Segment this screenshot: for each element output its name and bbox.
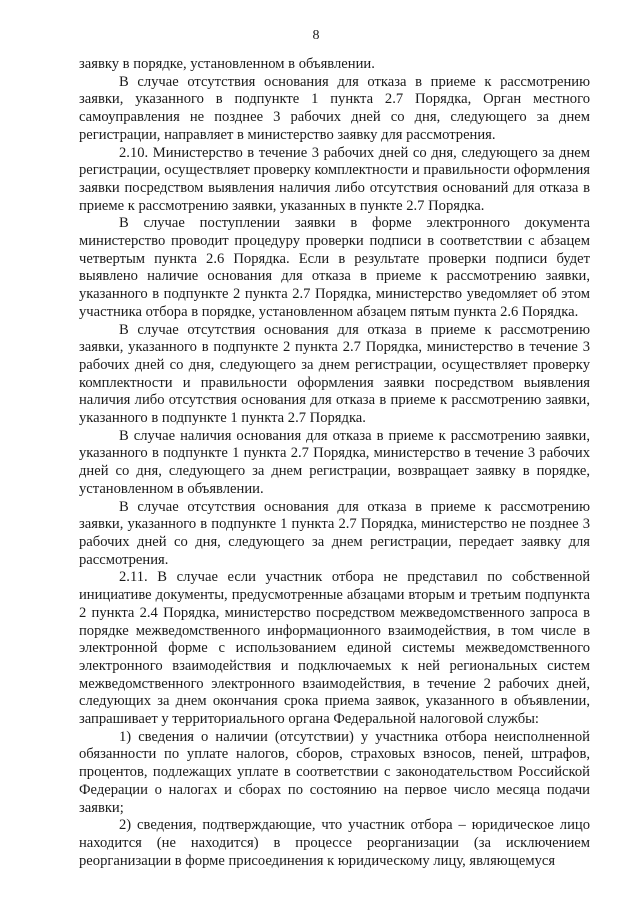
paragraph: В случае наличия основания для отказа в приеме к рассмотрению заявки, указанного в подпункте 1 пункта 2.7 Порядка, министерство в течение 3 рабочих дней со дня, следующего за днем регистрации, возвращает заявку в порядке, установленном в объявлении.: [79, 427, 590, 497]
document-body: [79, 56, 590, 870]
page-number: 8: [312, 28, 320, 43]
paragraph: В случае отсутствия основания для отказа в приеме к рассмотрению заявки, указанного в подпункте 1 пункта 2.7 Порядка, Орган местного самоуправления не позднее 3 рабочих дней со дня, следующего за днем регистрации, направляет в министерство заявку для рассмотрения.: [79, 73, 590, 143]
paragraph: В случае отсутствия основания для отказа в приеме к рассмотрению заявки, указанного в подпункте 1 пункта 2.7 Порядка, министерство не позднее 3 рабочих дней со дня, следующего за днем регистрации, передает заявку для рассмотрения.: [79, 498, 590, 568]
paragraph: В случае поступлении заявки в форме электронного документа министерство проводит процедуру проверки подписи в соответствии с абзацем четвертым пункта 2.6 Порядка. Если в результате проверки подписи будет выявлено наличие основания для отказа в приеме к рассмотрению заявки, указанного в подпункте 2 пункта 2.7 Порядка, министерство уведомляет об этом участника отбора в порядке, установленном абзацем пятым пункта 2.6 Порядка.: [79, 215, 590, 320]
list-item-1: 1) сведения о наличии (отсутствии) у участника отбора неисполненной обязанности по уплате налогов, сборов, страховых взносов, пеней, штрафов, процентов, подлежащих уплате в соответствии с законодательством Российской Федерации о налогах и сборах по состоянию на первое число месяца подачи заявки;: [79, 728, 590, 816]
paragraph-continuation: заявку в порядке, установленном в объявлении.: [79, 56, 375, 72]
list-item-2: 2) сведения, подтверждающие, что участник отбора – юридическое лицо находится (не находится) в процессе реорганизации (за исключением реорганизации в форме присоединения к юридическому лицу, являющемуся: [79, 817, 590, 869]
paragraph-2-10: 2.10. Министерство в течение 3 рабочих дней со дня, следующего за днем регистрации, осуществляет проверку комплектности и правильности оформления заявки посредством выявления наличия либо отсутствия оснований для отказа в приеме к рассмотрению заявки, указанных в пункте 2.7 Порядка.: [79, 144, 590, 214]
paragraph: В случае отсутствия основания для отказа в приеме к рассмотрению заявки, указанного в подпункте 2 пункта 2.7 Порядка, министерство в течение 3 рабочих дней со дня, следующего за днем регистрации, осуществляет проверку комплектности и правильности оформления заявки посредством выявления наличия либо отсутствия основания для отказа в приеме к рассмотрению заявки, указанного в подпункте 1 пункта 2.7 Порядка.: [79, 321, 590, 427]
paragraph-2-11: 2.11. В случае если участник отбора не представил по собственной инициативе документы, предусмотренные абзацами вторым и третьим подпункта 2 пункта 2.4 Порядка, министерство посредством межведомственного запроса в порядке межведомственного информационного взаимодействия, в том числе в электронной форме с использованием единой системы межведомственного электронного взаимодействия и подключаемых к ней региональных систем межведомственного электронного взаимодействия, в течение 2 рабочих дней, следующих за днем окончания срока приема заявок, указанного в объявлении, запрашивает у территориального органа Федеральной налоговой службы:: [79, 569, 590, 728]
